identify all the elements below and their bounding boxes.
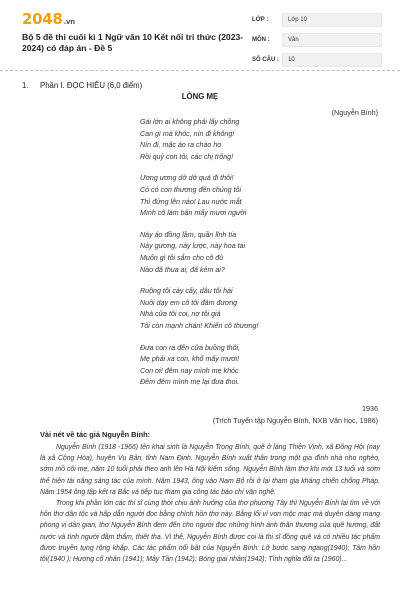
poem-author: (Nguyễn Bính) <box>331 108 378 117</box>
poem-line: Nào đã thua ai, đã kém ai? <box>140 265 225 274</box>
meta-value-question-count: 10 <box>282 53 382 67</box>
meta-row-subject <box>252 32 382 48</box>
poem-line: Ruộng tôi cày cấy, dâu tôi hái <box>140 287 233 296</box>
poem-body <box>140 117 340 399</box>
poem-line: Có có con thương đến chúng tôi <box>140 185 242 194</box>
poem-line: Tôi còn mạnh chán! Khiến cô thương! <box>140 321 259 330</box>
poem-line: Đêm đêm mình mẹ lại đưa thoi. <box>140 378 240 387</box>
stanza <box>140 230 340 276</box>
poem-year: 1936 <box>362 404 378 413</box>
author-bio <box>40 442 380 565</box>
site-logo[interactable] <box>22 10 75 28</box>
stanza <box>140 286 340 332</box>
stanza <box>140 173 340 219</box>
poem-line: Này gương, này lược, này hoa tai <box>140 242 246 251</box>
meta-row-question-count <box>252 52 382 68</box>
section-number: 1. <box>22 81 29 90</box>
bio-paragraph: Trong khi phần lớn các thi sĩ cùng thời chịu ảnh hưởng của thơ phương Tây thì Nguyễn Bính lại tìm về với hồn thơ dân tộc và hấp dẫn người đọc bằng chính hồn thơ này. Bằng lối ví von mộc mạc mà duyên dáng mang phong vị dân gian, thơ Nguyễn Bính đem đến cho người đọc những hình ảnh thân thương của quê hương, đất nước và tình người đằm thắm, thiết tha. Vì thế, Nguyễn Bính được coi là thi sĩ đồng quê và có nhiều tác phẩm được truyền tụng rộng khắp. Các tác phẩm nổi bật của Nguyễn Bính: Lỡ bước sang ngang(1940); Tâm hồn tôi(1940 ); Hương cố nhân (1941); Mây Tần (1942); Bóng giai nhân(1942); Tình nghĩa đôi ta (1960)... <box>40 500 380 564</box>
page-title: Bộ 5 đề thi cuối kì 1 Ngữ văn 10 Kết nối tri thức (2023-2024) có đáp án - Đề 5 <box>22 32 244 53</box>
poem-line: Can gì mà khóc, nín đi không! <box>140 129 235 138</box>
poem-line: Nhà cửa tôi coi, nợ tôi giả <box>140 310 221 319</box>
meta-label: LỚP : <box>252 17 269 23</box>
poem-line: Gái lớn ai không phải lấy chồng <box>140 118 240 126</box>
poem-line: Mình cô làm bận mấy mươi người <box>140 209 247 218</box>
stanza <box>140 117 340 163</box>
poem-title: LÒNG MẸ <box>181 92 219 101</box>
bio-heading: Vài nét về tác giả Nguyễn Bính: <box>40 430 151 439</box>
poem-line: Này áo đồng lầm, quần lĩnh tía <box>140 230 237 239</box>
poem-line: Con ơi! đêm nay mình mẹ khóc <box>140 366 239 375</box>
poem-line: Thì đứng lên nào! Lau nước mắt <box>140 197 242 206</box>
logo-number: 2048 <box>22 10 63 28</box>
header-divider <box>0 70 400 71</box>
stanza <box>140 343 340 389</box>
poem-line: Nín đi, mặc áo ra chào họ <box>140 141 222 150</box>
meta-label: SỐ CÂU : <box>252 57 279 63</box>
poem-line: Rồi quỷ con tôi, các chị trông! <box>140 152 234 161</box>
section-title: Phần I. ĐỌC HIỂU (6,0 điểm) <box>40 81 143 90</box>
exam-meta <box>252 12 382 72</box>
bio-paragraph: Nguyễn Bính (1918 -1966) tên khai sinh là Nguyễn Trọng Bính, quê ở làng Thiện Vịnh, xã Đồng Hội (nay là xã Cộng Hòa), huyện Vụ Bản, tỉnh Nam Định. Nguyễn Bính xuất thân trong một gia đình nhà nho nghèo, sớm mồ côi mẹ, năm 10 tuổi phải theo anh lên Hà Nội kiếm sống. Nguyễn Bính làm thơ khi mới 13 tuổi và sớm thể hiện tài năng sáng tác của mình. Năm 1943, ông vào Nam Bộ rồi ở lại tham gia kháng chiến chống Pháp. Năm 1954 ông tập kết ra Bắc và tiếp tục tham gia công tác báo chí văn nghệ. <box>40 444 380 496</box>
logo-tld: .vn <box>63 18 75 26</box>
poem-line: Đưa con ra đến cửa buồng thôi, <box>140 343 241 352</box>
poem-line: Ương ương dở dở quá đi thôi! <box>140 174 234 183</box>
meta-value-subject: Văn <box>282 33 382 47</box>
meta-value-class: Lớp 10 <box>282 13 382 27</box>
poem-line: Mẹ phải xa con, khổ mấy mươi! <box>140 355 240 364</box>
meta-label: MÔN : <box>252 37 270 43</box>
section-heading <box>22 81 142 90</box>
poem-line: Nuôi dạy em cô tôi đảm đương <box>140 298 238 307</box>
page-header <box>0 0 400 66</box>
meta-row-class <box>252 12 382 28</box>
poem-line: Muốn gì tôi sắm cho cô đủ <box>140 253 224 262</box>
poem-source: (Trích Tuyển tập Nguyễn Bính, NXB Văn học, 1986) <box>212 416 378 425</box>
